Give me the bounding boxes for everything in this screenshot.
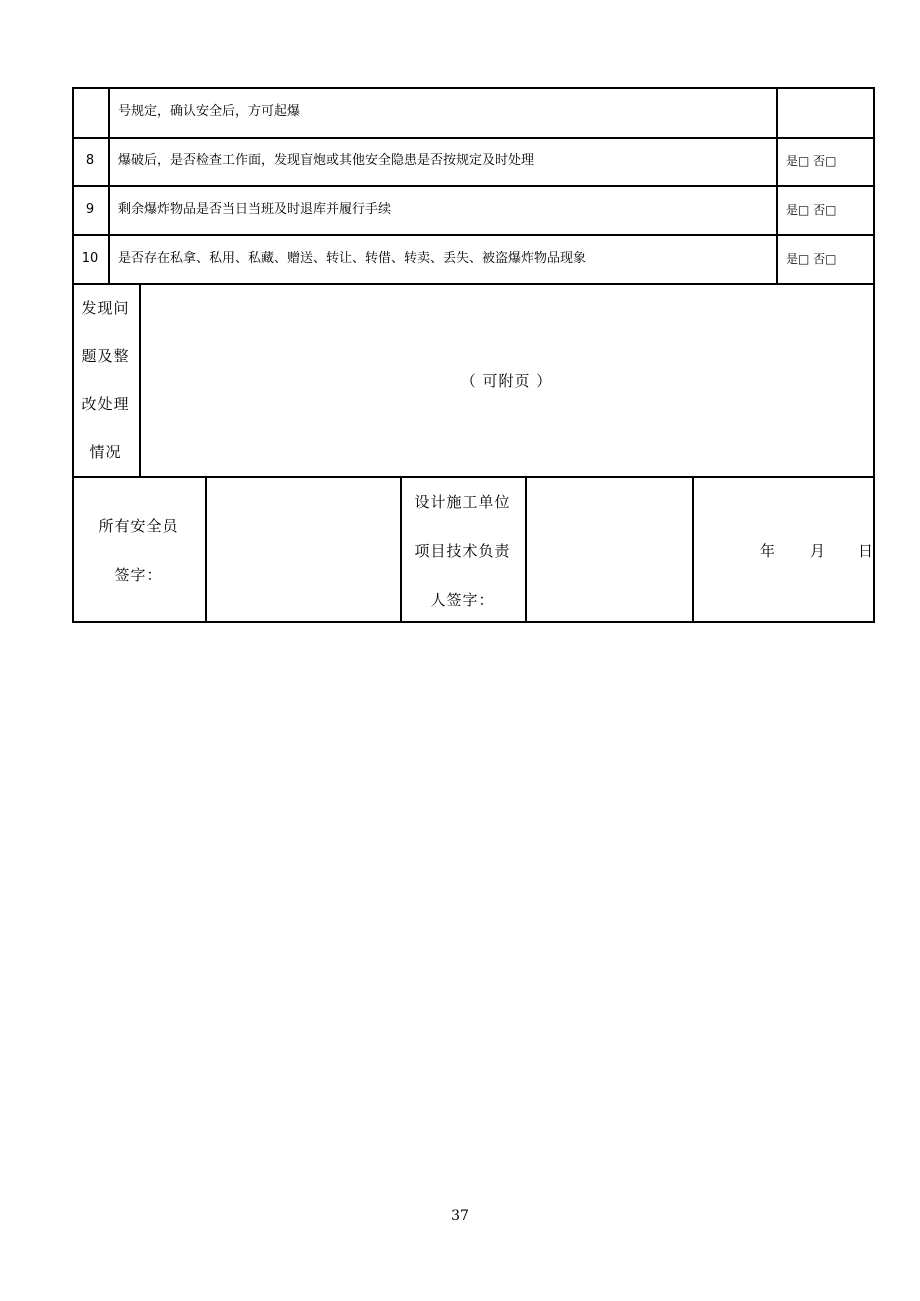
col-divider xyxy=(776,87,778,284)
issues-label-line: 情况 xyxy=(89,443,122,461)
row-divider xyxy=(72,283,874,285)
safety-officer-label: 所有安全员 xyxy=(98,517,179,535)
issues-label-line: 改处理 xyxy=(81,395,130,413)
item-number: 8 xyxy=(85,153,95,168)
attach-page-note: （ 可附页 ） xyxy=(460,372,553,390)
yes-no-checkbox[interactable]: 是□ 否□ xyxy=(786,203,837,217)
date-day: 日 xyxy=(858,542,875,560)
item-number: 9 xyxy=(85,202,95,217)
safety-officer-signature-field[interactable] xyxy=(207,478,400,621)
yes-no-checkbox[interactable]: 是□ 否□ xyxy=(786,154,837,168)
page-number: 37 xyxy=(451,1208,469,1224)
tech-lead-label: 设计施工单位 xyxy=(414,493,511,511)
yes-no-checkbox[interactable]: 是□ 否□ xyxy=(786,252,837,266)
tech-lead-label: 项目技术负责 xyxy=(414,542,511,560)
tech-lead-label: 人签字： xyxy=(430,591,495,609)
row-divider xyxy=(72,476,874,478)
date-year: 年 xyxy=(760,542,777,560)
row-divider xyxy=(72,137,874,139)
col-divider xyxy=(692,476,694,622)
item-number: 10 xyxy=(81,251,99,266)
col-divider xyxy=(108,87,110,284)
date-month: 月 xyxy=(810,542,827,560)
item-text: 号规定，确认安全后，方可起爆 xyxy=(118,104,301,119)
issues-label-line: 发现问 xyxy=(81,299,130,317)
row-divider xyxy=(72,234,874,236)
row-divider xyxy=(72,185,874,187)
tech-lead-signature-field[interactable] xyxy=(527,478,692,621)
safety-officer-label: 签字： xyxy=(114,566,163,584)
item-text: 剩余爆炸物品是否当日当班及时退库并履行手续 xyxy=(118,202,392,217)
item-text: 是否存在私拿、私用、私藏、赠送、转让、转借、转卖、丢失、被盗爆炸物品现象 xyxy=(118,251,587,266)
item-text: 爆破后，是否检查工作面，发现盲炮或其他安全隐患是否按规定及时处理 xyxy=(118,153,535,168)
table-border-bottom xyxy=(72,621,874,623)
issues-label-line: 题及整 xyxy=(81,347,130,365)
table-border-top xyxy=(72,87,874,89)
